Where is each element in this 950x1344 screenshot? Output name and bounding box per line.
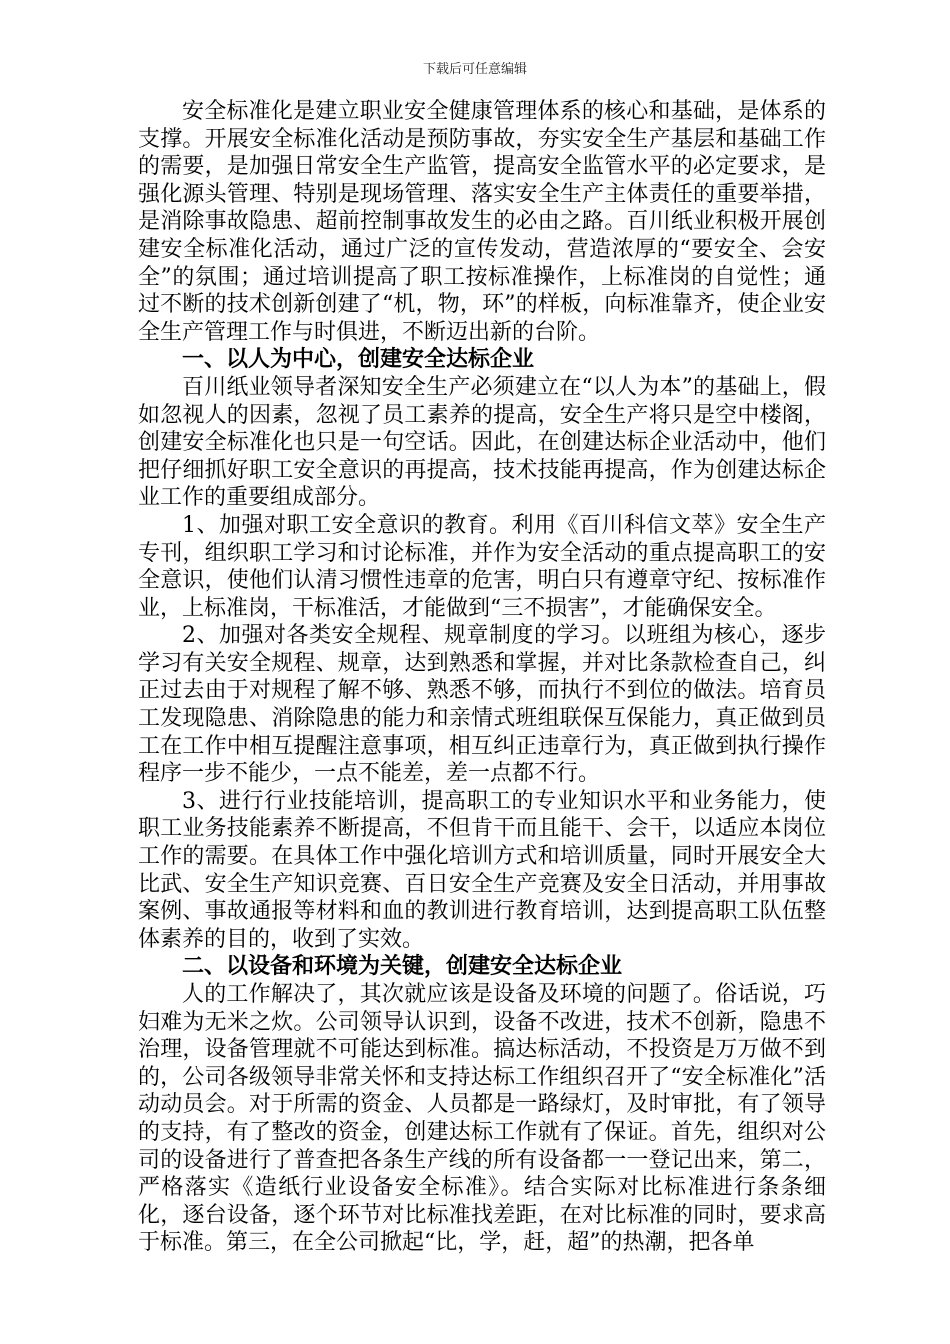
page-header-note: 下载后可任意编辑 bbox=[422, 62, 527, 77]
section-2-paragraph: 人的工作解决了，其次就应该是设备及环境的问题了。俗话说，巧妇难为无米之炊。公司领导认识到，设备不改进，技术不创新，隐患不治理，设备管理就不可能达到标准。搞达标活动，不投资是万万做不到的，公司各级领导非常关怀和支持达标工作组织召开了“安全标准化”活动动员会。对于所需的资金、人员都是一路绿灯，及时审批，有了领导的支持，有了整改的资金，创建达标工作就有了保证。首先，组织对公司的设备进行了普查把各条生产线的所有设备都一一登记出来，第二，严格落实《造纸行业设备安全标准》。结合实际对比标准进行条条细化，逐台设备，逐个环节对比标准找差距，在对比标准的同时，要求高于标准。第三，在全公司掀起“比，学，赶，超”的热潮，把各单 bbox=[138, 982, 826, 1256]
section-1-item-3-paragraph: 3、进行行业技能培训，提高职工的专业知识水平和业务能力，使职工业务技能素养不断提高，不但肯干而且能干、会干，以适应本岗位工作的需要。在具体工作中强化培训方式和培训质量，同时开展安全大比武、安全生产知识竞赛、百日安全生产竞赛及安全日活动，并用事故案例、事故通报等材料和血的教训进行教育培训，达到提高职工队伍整体素养的目的，收到了实效。 bbox=[138, 788, 826, 952]
document-body bbox=[138, 98, 826, 1257]
section-heading-2: 二、以设备和环境为关键，创建安全达标企业 bbox=[182, 954, 623, 980]
section-heading-1: 一、以人为中心，创建安全达标企业 bbox=[182, 347, 535, 373]
intro-paragraph: 安全标准化是建立职业安全健康管理体系的核心和基础，是体系的支撑。开展安全标准化活动是预防事故，夯实安全生产基层和基础工作的需要，是加强日常安全生产监管，提高安全监管水平的必定要求，是强化源头管理、特别是现场管理、落实安全生产主体责任的重要举措，是消除事故隐患、超前控制事故发生的必由之路。百川纸业积极开展创建安全标准化活动，通过广泛的宣传发动，营造浓厚的“要安全、会安全”的氛围；通过培训提高了职工按标准操作，上标准岗的自觉性；通过不断的技术创新创建了“机，物，环”的样板，向标准靠齐，使企业安全生产管理工作与时俱进，不断迈出新的台阶。 bbox=[138, 99, 826, 345]
section-1-item-1-paragraph: 1、加强对职工安全意识的教育。利用《百川科信文萃》安全生产专刊，组织职工学习和讨论标准，并作为安全活动的重点提高职工的安全意识，使他们认清习惯性违章的危害，明白只有遵章守纪、按标准作业，上标准岗，干标准活，才能做到“三不损害”，才能确保安全。 bbox=[138, 512, 826, 621]
section-1-intro-paragraph: 百川纸业领导者深知安全生产必须建立在“以人为本”的基础上，假如忽视人的因素，忽视了员工素养的提高，安全生产将只是空中楼阁，创建安全标准化也只是一句空话。因此，在创建达标企业活动中，他们把仔细抓好职工安全意识的再提高，技术技能再提高，作为创建达标企业工作的重要组成部分。 bbox=[138, 374, 826, 511]
section-1-item-2-paragraph: 2、加强对各类安全规程、规章制度的学习。以班组为核心，逐步学习有关安全规程、规章，达到熟悉和掌握，并对比条款检查自己，纠正过去由于对规程了解不够、熟悉不够，而执行不到位的做法。培育员工发现隐患、消除隐患的能力和亲情式班组联保互保能力，真正做到员工在工作中相互提醒注意事项，相互纠正违章行为，真正做到执行操作程序一步不能少，一点不能差，差一点都不行。 bbox=[138, 623, 826, 787]
